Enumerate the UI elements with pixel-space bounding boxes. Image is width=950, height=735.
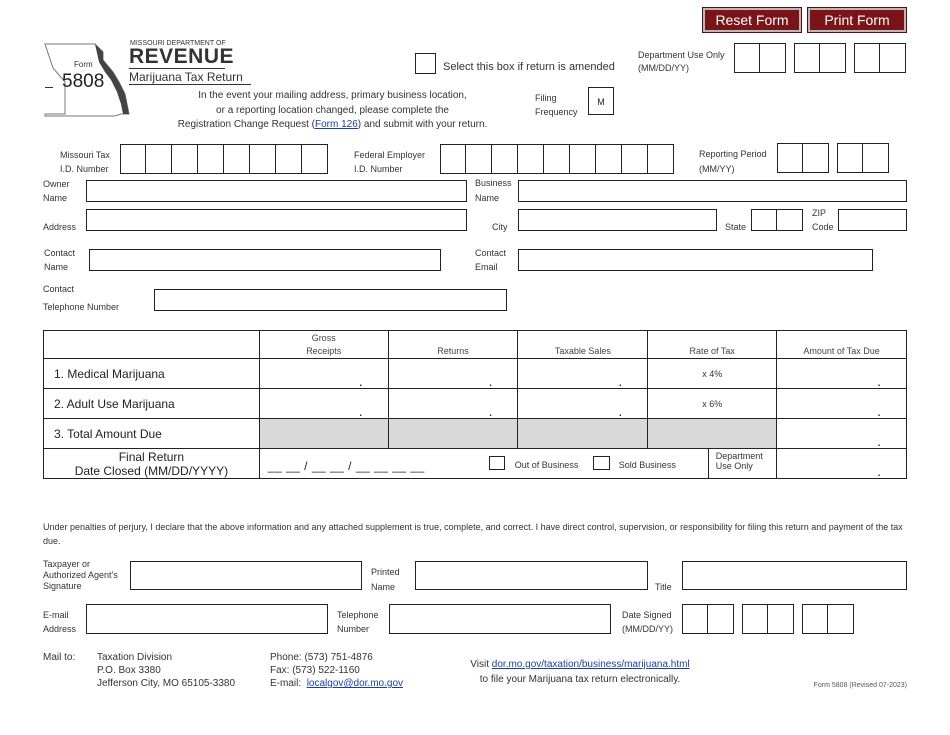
date-signed-month[interactable] (682, 604, 734, 634)
amended-checkbox[interactable] (415, 53, 436, 74)
reporting-period-year[interactable] (837, 143, 889, 173)
contact-name-label: Contact (44, 248, 76, 258)
business-name-label: Business (475, 178, 512, 188)
contact-phone-label: Contact (43, 284, 75, 294)
header-blank (44, 331, 260, 359)
telephone-label: Telephone (337, 610, 379, 620)
title-underline (129, 84, 251, 85)
total-gross-shaded (259, 419, 388, 449)
signature-field[interactable] (130, 561, 362, 590)
fein-field[interactable] (440, 144, 674, 174)
fein-label-2: I.D. Number (354, 164, 403, 174)
date-closed-field[interactable]: __ __ / __ __ / __ __ __ __ (267, 459, 425, 473)
medical-returns-field[interactable]: . (388, 359, 518, 389)
out-of-business-label: Out of Business (514, 460, 579, 470)
adult-rate: x 6% (648, 389, 777, 419)
mo-tax-id-label: Missouri Tax (60, 150, 110, 160)
reset-form-button[interactable]: Reset Form (703, 8, 801, 32)
address-label: Address (43, 222, 77, 232)
contact-email-label: Contact (475, 248, 507, 258)
amended-label: Select this box if return is amended (443, 61, 615, 73)
final-return-details (259, 449, 776, 479)
mo-tax-id-field[interactable] (120, 144, 328, 174)
state-field[interactable] (751, 209, 803, 231)
email-field[interactable] (86, 604, 328, 634)
header-returns: Returns (388, 331, 518, 359)
city-label: City (492, 222, 508, 232)
row-medical-label: 1. Medical Marijuana (44, 359, 260, 389)
total-tax-due-field[interactable]: . (777, 419, 907, 449)
contact-phone-field[interactable] (154, 289, 507, 311)
out-of-business-checkbox[interactable] (489, 456, 505, 470)
email-label-2: Address (43, 624, 77, 634)
medical-tax-due-field[interactable]: . (777, 359, 907, 389)
contact-email-field[interactable] (518, 249, 873, 271)
sold-business-checkbox[interactable] (593, 456, 610, 470)
form-title: Marijuana Tax Return (129, 70, 243, 84)
row-total-label: 3. Total Amount Due (44, 419, 260, 449)
zip-label-2: Code (812, 222, 834, 232)
contact-name-label-2: Name (44, 262, 69, 272)
email-label: E-mail (43, 610, 69, 620)
title-label: Title (655, 582, 672, 592)
sold-business-label: Sold Business (618, 460, 676, 470)
address-change-notice: In the event your mailing address, primary business location, or a reporting location changed, please complete the Registration Change Request (Form 126) and submit with your return. (177, 90, 488, 130)
contact-phone-label-2: Telephone Number (43, 302, 120, 312)
telephone-label-2: Number (337, 624, 370, 634)
business-name-field[interactable] (518, 180, 907, 202)
dept-use-label: Department Use Only (638, 50, 725, 60)
mo-tax-id-label-2: I.D. Number (60, 164, 109, 174)
reporting-period-month[interactable] (777, 143, 829, 173)
date-signed-year[interactable] (802, 604, 854, 634)
header-amount-due: Amount of Tax Due (777, 331, 907, 359)
total-returns-shaded (388, 419, 518, 449)
telephone-field[interactable] (389, 604, 611, 634)
medical-rate: x 4% (648, 359, 777, 389)
contact-name-field[interactable] (89, 249, 441, 271)
form-126-link[interactable]: Form 126 (315, 119, 358, 130)
owner-name-label: Owner (43, 179, 70, 189)
form-revision: Form 5808 (Revised 07-2023) (813, 682, 907, 689)
zip-field[interactable] (838, 209, 907, 231)
adult-returns-field[interactable]: . (388, 389, 518, 419)
zip-label: ZIP (812, 208, 827, 218)
perjury-declaration: Under penalties of perjury, I declare that the above information and any attached supplement is true, complete, and correct. I have direct control, supervision, or responsibility for filing this return and payment of the tax due. (43, 522, 903, 546)
address-field[interactable] (86, 209, 467, 231)
total-taxable-shaded (518, 419, 648, 449)
reporting-period-label: Reporting Period (699, 149, 767, 159)
divider (708, 449, 709, 478)
mail-to-label: Mail to: (43, 652, 76, 663)
mailing-address: Taxation Division P.O. Box 3380 Jefferson City, MO 65105-3380 (97, 652, 236, 689)
date-signed-format: (MM/DD/YY) (622, 624, 673, 634)
adult-taxable-field[interactable]: . (518, 389, 648, 419)
date-signed-label: Date Signed (622, 610, 672, 620)
email-link[interactable]: localgov@dor.mo.gov (306, 678, 404, 689)
form-word: Form (74, 60, 93, 69)
dept-use-month[interactable] (734, 43, 786, 73)
owner-name-label-2: Name (43, 193, 68, 203)
city-field[interactable] (518, 209, 717, 231)
state-label: State (725, 222, 747, 232)
agency-line: MISSOURI DEPARTMENT OF (130, 40, 226, 47)
dept-use-format: (MM/DD/YY) (638, 63, 689, 73)
website-link[interactable]: dor.mo.gov/taxation/business/marijuana.html (491, 659, 690, 670)
printed-name-label: Printed (371, 567, 400, 577)
dept-use-day[interactable] (794, 43, 846, 73)
total-rate-shaded (648, 419, 777, 449)
final-dept-use-field[interactable]: . (777, 449, 907, 479)
medical-gross-field[interactable]: . (259, 359, 388, 389)
form-dash (45, 87, 53, 88)
business-name-label-2: Name (475, 193, 500, 203)
agency-logo: REVENUE (129, 45, 235, 68)
medical-taxable-field[interactable]: . (518, 359, 648, 389)
header-gross-receipts: Gross Receipts (259, 331, 388, 359)
owner-name-field[interactable] (86, 180, 467, 202)
dept-use-year[interactable] (854, 43, 906, 73)
title-field[interactable] (682, 561, 907, 590)
reporting-period-format: (MM/YY) (699, 164, 735, 174)
contact-info: Phone: (573) 751-4876 Fax: (573) 522-1160 E-mail: localgov@dor.mo.gov (270, 652, 404, 689)
adult-gross-field[interactable]: . (259, 389, 388, 419)
signature-label: Taxpayer or Authorized Agent’s Signature (43, 559, 118, 591)
visit-website: Visit dor.mo.gov/taxation/business/marijuana.html to file your Marijuana tax return electronically. (470, 659, 690, 685)
header-rate-of-tax: Rate of Tax (648, 331, 777, 359)
row-adult-use-label: 2. Adult Use Marijuana (44, 389, 260, 419)
dept-use-only-label: Department Use Only (715, 451, 763, 471)
filing-frequency-field[interactable]: M (588, 87, 614, 115)
tax-computation-table (43, 330, 907, 479)
form-number: 5808 (62, 71, 105, 92)
final-return-label: Final Return Date Closed (MM/DD/YYYY) (44, 449, 260, 479)
print-form-button[interactable]: Print Form (808, 8, 906, 32)
printed-name-label-2: Name (371, 582, 396, 592)
filing-frequency-label: Filing (535, 93, 557, 103)
filing-frequency-label-2: Frequency (535, 107, 578, 117)
header-taxable-sales: Taxable Sales (518, 331, 648, 359)
adult-tax-due-field[interactable]: . (777, 389, 907, 419)
printed-name-field[interactable] (415, 561, 648, 590)
contact-email-label-2: Email (475, 262, 498, 272)
date-signed-day[interactable] (742, 604, 794, 634)
fein-label: Federal Employer (354, 150, 426, 160)
